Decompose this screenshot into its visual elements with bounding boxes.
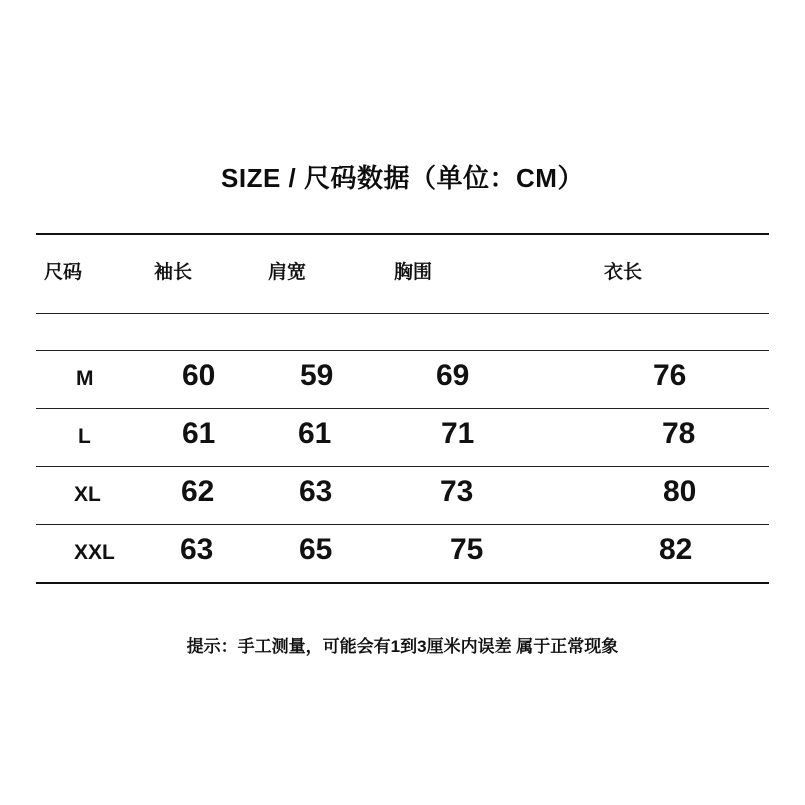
table-spacer-row: [36, 314, 769, 350]
row-size-label: XXL: [74, 541, 115, 564]
column-header-bust: 胸围: [394, 262, 433, 283]
page-title: SIZE / 尺码数据（单位：CM）: [221, 163, 584, 193]
row-sleeve-value: 60: [182, 359, 216, 392]
row-shoulder-value: 61: [298, 417, 332, 450]
measurement-note: 提示：手工测量，可能会有1到3厘米内误差 属于正常现象: [186, 637, 619, 656]
row-bust-value: 73: [440, 475, 474, 508]
row-sleeve-value: 63: [180, 533, 214, 566]
column-header-shoulder: 肩宽: [268, 262, 307, 283]
row-length-value: 82: [659, 533, 693, 566]
row-bust-value: 75: [450, 533, 484, 566]
row-sleeve-value: 62: [181, 475, 215, 508]
table-row: [36, 467, 769, 524]
table-header-row: [36, 235, 769, 313]
row-shoulder-value: 63: [299, 475, 333, 508]
column-header-sleeve: 袖长: [154, 262, 193, 283]
row-bust-value: 69: [436, 359, 470, 392]
table-row: [36, 351, 769, 408]
row-sleeve-value: 61: [182, 417, 216, 450]
row-length-value: 78: [662, 417, 696, 450]
row-size-label: XL: [74, 483, 101, 506]
table-row: [36, 409, 769, 466]
column-header-size: 尺码: [44, 262, 83, 283]
row-shoulder-value: 59: [300, 359, 334, 392]
row-size-label: L: [78, 425, 91, 448]
row-length-value: 80: [663, 475, 697, 508]
table-bottom-rule: [36, 582, 769, 584]
row-size-label: M: [76, 367, 94, 390]
size-table: [36, 233, 769, 584]
column-header-length: 衣长: [604, 262, 643, 283]
row-bust-value: 71: [441, 417, 475, 450]
row-length-value: 76: [653, 359, 687, 392]
table-row: [36, 525, 769, 582]
row-shoulder-value: 65: [299, 533, 333, 566]
